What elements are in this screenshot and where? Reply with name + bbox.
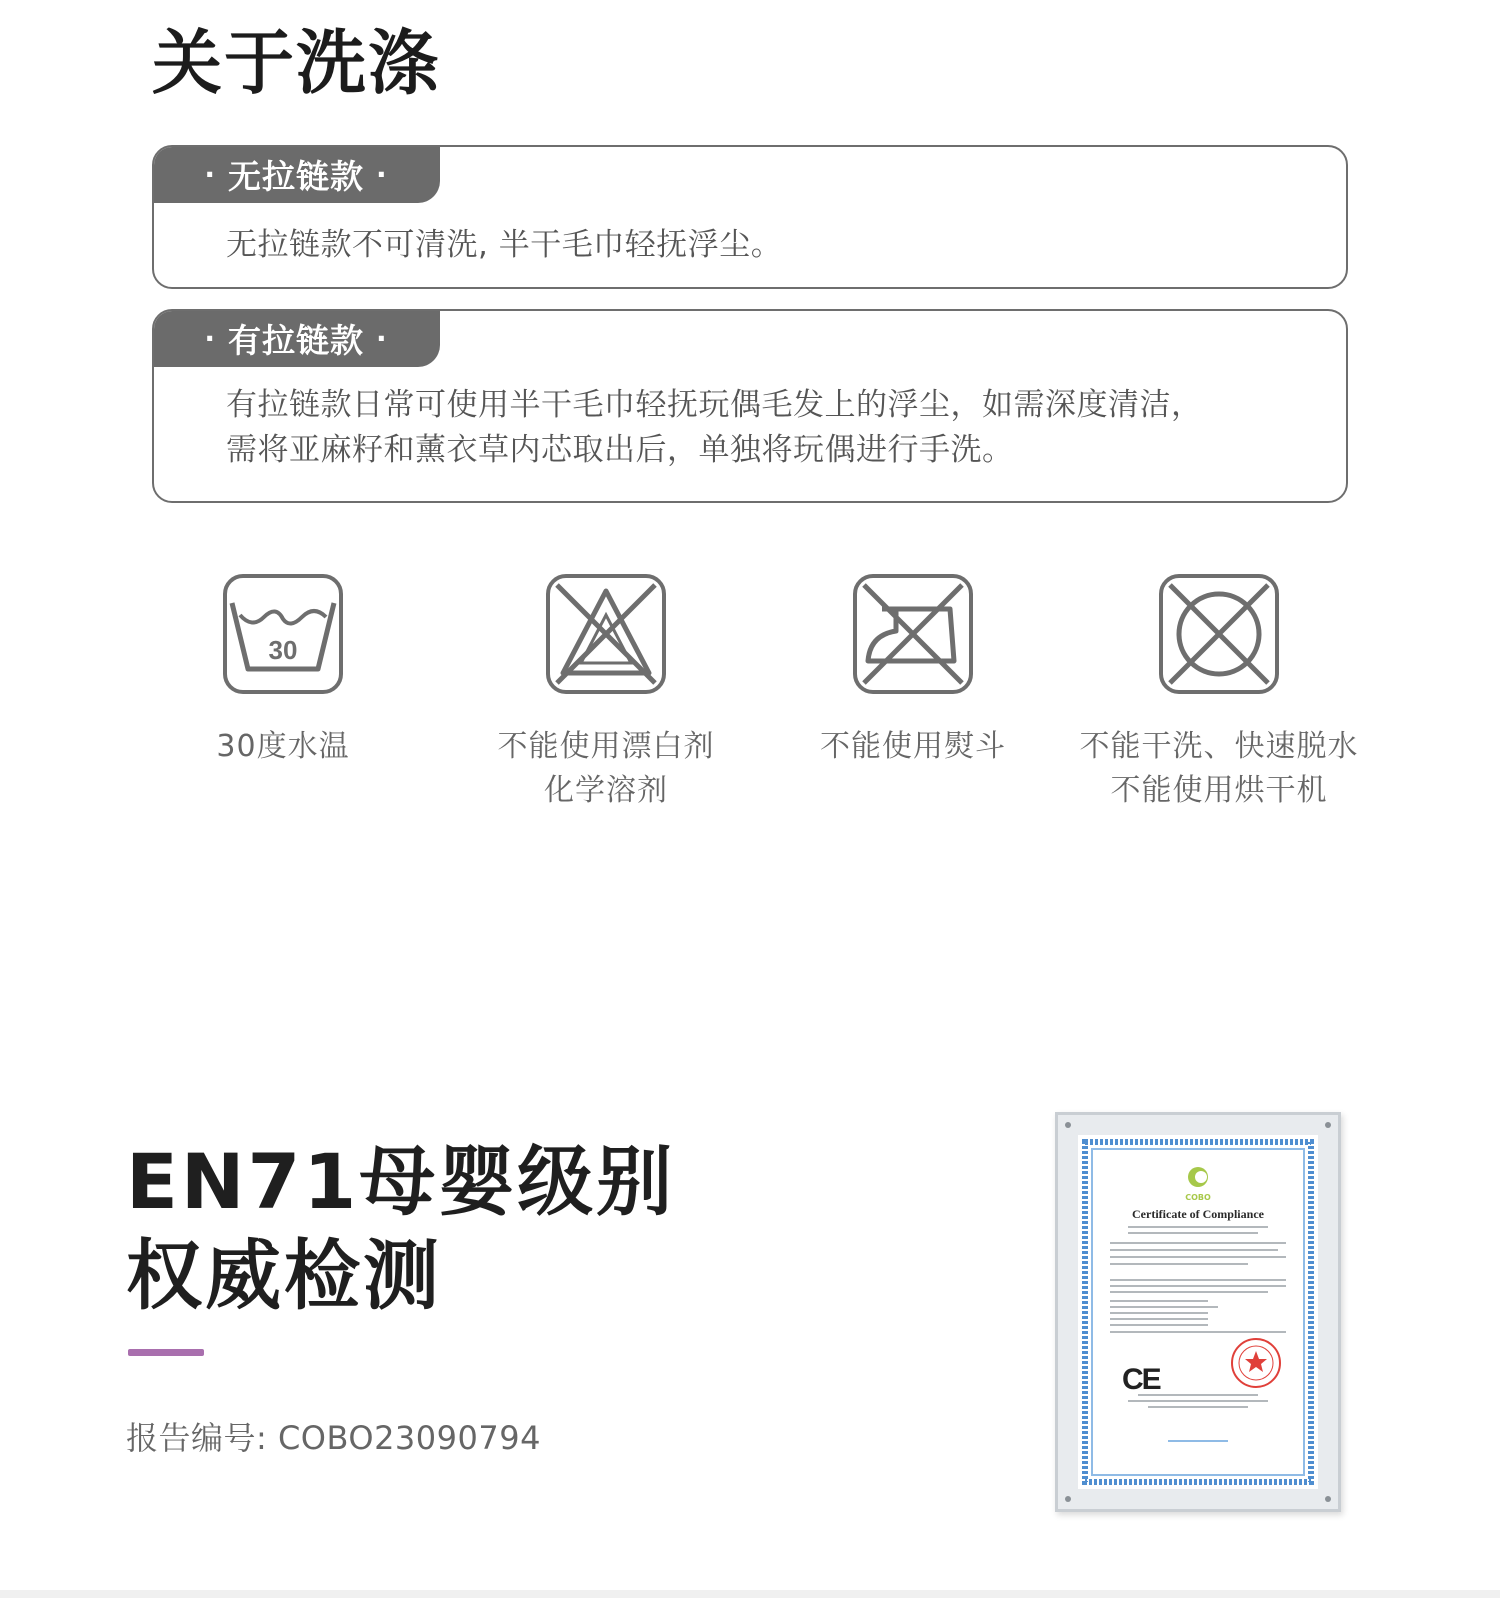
zipper-tag: · 有拉链款 ·	[152, 309, 440, 367]
certificate-brand: COBO	[1185, 1193, 1211, 1202]
zipper-description	[226, 383, 1286, 473]
certificate-image	[1055, 1112, 1341, 1512]
certification-title-line-1: EN71母婴级别	[126, 1137, 676, 1226]
zipper-description-line-2: 需将亚麻籽和薰衣草内芯取出后，单独将玩偶进行手洗。	[226, 432, 1014, 468]
zipper-card	[152, 309, 1348, 503]
wash-section-title: 关于洗涤	[152, 22, 440, 104]
no-zipper-tag: · 无拉链款 ·	[152, 145, 440, 203]
accent-divider	[128, 1349, 204, 1356]
report-number: 报告编号: COBO23090794	[126, 1419, 541, 1457]
svg-text:30: 30	[268, 635, 298, 665]
ce-mark: CE	[1122, 1363, 1160, 1396]
zipper-tag-label: 有拉链款	[228, 320, 364, 360]
no-bleach-icon	[545, 573, 667, 695]
wash-30-label: 30度水温	[216, 729, 350, 764]
no-zipper-tag-label: 无拉链款	[228, 156, 364, 196]
no-dryclean-label: 不能干洗、快速脱水 不能使用烘干机	[1079, 729, 1359, 808]
certification-title-line-2: 权威检测	[126, 1231, 442, 1320]
certification-title	[126, 1135, 675, 1323]
no-zipper-description: 无拉链款不可清洗, 半干毛巾轻抚浮尘。	[226, 227, 783, 263]
bottom-edge	[0, 1590, 1500, 1598]
no-iron-label: 不能使用熨斗	[820, 729, 1006, 764]
no-dryclean-icon	[1158, 573, 1280, 695]
no-bleach-label: 不能使用漂白剂 化学溶剂	[497, 729, 715, 808]
wash-30-icon	[222, 573, 344, 695]
no-zipper-card	[152, 145, 1348, 289]
no-iron-icon	[852, 573, 974, 695]
zipper-description-line-1: 有拉链款日常可使用半干毛巾轻抚玩偶毛发上的浮尘，如需深度清洁，	[226, 387, 1203, 423]
certificate-heading: Certificate of Compliance	[1132, 1207, 1264, 1221]
